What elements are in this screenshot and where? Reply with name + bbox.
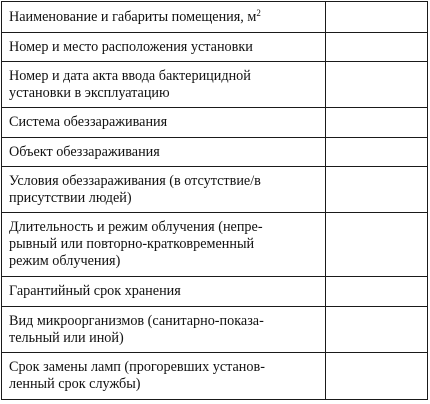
row-value-cell[interactable] — [326, 167, 428, 213]
row-value-cell[interactable] — [326, 213, 428, 277]
row-value-cell[interactable] — [326, 33, 428, 62]
table-row — [2, 138, 428, 167]
table-row — [2, 277, 428, 307]
table-row — [2, 108, 428, 138]
row-label — [2, 167, 326, 213]
table-row — [2, 167, 428, 213]
row-label-line: установки в эксплуатацию — [9, 84, 170, 101]
row-label-line: Гарантийный срок хранения — [9, 283, 181, 299]
table-row — [2, 353, 428, 400]
row-label-line: Условия обеззараживания (в отсутствие/в — [9, 172, 261, 189]
table-row — [2, 2, 428, 33]
table-row — [2, 307, 428, 353]
row-value-cell[interactable] — [326, 108, 428, 138]
row-label-line: Длительность и режим облучения (непре- — [9, 219, 263, 235]
row-label — [2, 2, 326, 33]
table-body — [2, 2, 428, 400]
table-row — [2, 33, 428, 62]
row-value-cell[interactable] — [326, 353, 428, 400]
row-label-line: тельный или иной) — [9, 329, 124, 346]
row-label — [2, 277, 326, 307]
row-label-line: присутствии людей) — [9, 189, 132, 206]
row-label-line: Номер и дата акта ввода бактерицидной — [9, 67, 251, 84]
row-label-line: рывный или повторно-кратковременный — [9, 236, 255, 252]
row-label — [2, 62, 326, 108]
row-value-cell[interactable] — [326, 62, 428, 108]
row-value-cell[interactable] — [326, 138, 428, 167]
table-row — [2, 213, 428, 277]
table-row — [2, 62, 428, 108]
row-label-line: Система обеззараживания — [9, 114, 168, 130]
row-label-line: Номер и место расположения установки — [9, 38, 253, 55]
row-label-line: Объект обеззараживания — [9, 143, 160, 160]
row-label-line: Вид микроорганизмов (санитарно-показа- — [9, 312, 264, 329]
row-label-line: режим облучения) — [9, 253, 121, 269]
row-label — [2, 213, 326, 277]
superscript: 2 — [256, 7, 261, 18]
row-value-cell[interactable] — [326, 277, 428, 307]
row-label — [2, 353, 326, 400]
row-value-cell[interactable] — [326, 307, 428, 353]
row-label-line: ленный срок службы) — [9, 376, 141, 392]
row-label — [2, 307, 326, 353]
row-label — [2, 138, 326, 167]
row-value-cell[interactable] — [326, 2, 428, 33]
row-label — [2, 108, 326, 138]
row-label-line: Наименование и габариты помещения, м — [9, 8, 257, 25]
row-label-line: Срок замены ламп (прогоревших установ- — [9, 359, 265, 375]
document-table — [1, 1, 428, 400]
row-label — [2, 33, 326, 62]
